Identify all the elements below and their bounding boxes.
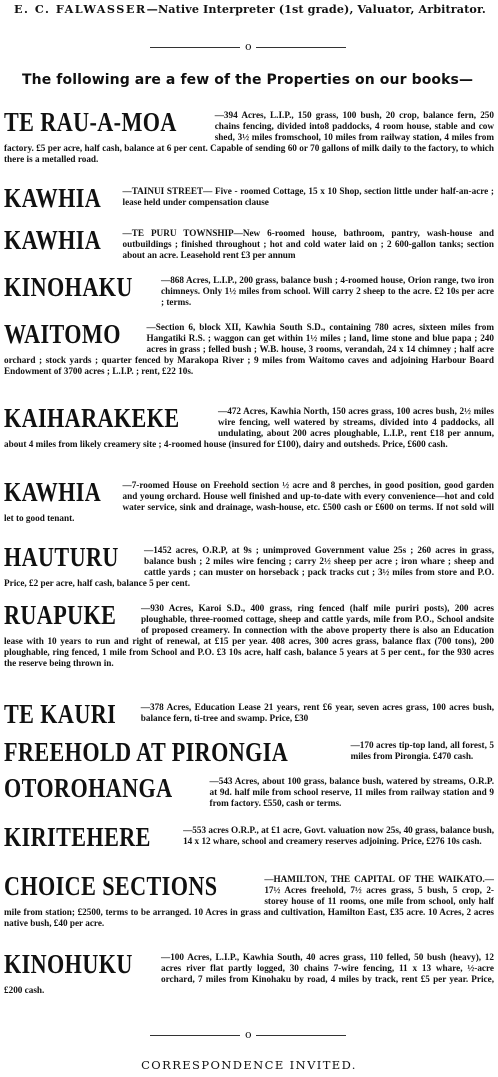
listing-title: KAWHIA [4,225,102,255]
header-description: —Native Interpreter (1st grade), Valuator, Arbitrator. [146,2,486,16]
listing-entry [4,542,494,589]
listing-title: KAIHARAKEKE [4,403,180,433]
listing-title: KIRITEHERE [4,822,151,852]
intro-heading: The following are a few of the Properties on our books— [22,72,474,88]
listing-title: KAWHIA [4,477,102,507]
divider-mark: o [245,1028,252,1041]
listing-title: FREEHOLD AT PIRONGIA [4,737,289,767]
listing-entry [4,949,494,996]
listing-title: CHOICE SECTIONS [4,871,218,901]
listing-text: —7-roomed House on Freehold section ½ acre and 8 perches, in good position, good garden and young orchard. House well finished and up-to-date with every convenience—hot and cold water service, sink and drainage, wash-house, etc. £500 cash or £600 on terms. If not sold will let to good tenant. [4,480,494,523]
listing-text: —394 Acres, L.I.P., 150 grass, 100 bush, 20 crop, balance fern, 250 chains fencing, divided into8 paddocks, 4 room house, stable and cow shed, 3½ miles fromschool, 10 miles from railway station, 4 miles from factory. £5 per acre, half cash, balance at 6 per cent. Capable of sending 60 or 70 gallons of milk daily to the factory, to which there is a metalled road. [4,110,494,164]
listing-entry [4,737,494,767]
divider-rule-right [256,1035,346,1036]
listing-title: TE KAURI [4,699,117,729]
listing-title: KAWHIA [4,183,102,213]
divider-rule-left [150,1035,240,1036]
listing-text: —170 acres tip-top land, all forest, 5 miles from Pirongia. £470 cash. [350,740,494,761]
listing-title: OTOROHANGA [4,773,173,803]
header-name: E. C. FALWASSER [14,2,147,16]
listing-text: —TE PURU TOWNSHIP—New 6-roomed house, bathroom, pantry, wash-house and outbuildings ; finished throughout ; hot and cold water laid on ; 2 600-gallon tanks; section about an acre. Leasehold rent £3 per annum [122,228,494,260]
listing-entry [4,699,494,729]
listing-text: —HAMILTON, THE CAPITAL OF THE WAIKATO.—17½ Acres freehold, 7½ acres grass, 5 bush, 5 crop, 2-storey house of 11 rooms, one mile from school, only half mile from station; £2500, terms to be arranged. 10 Acres in grass and cultivation, Hamilton East, £35 acre. 10 Acres, 2 acres native bush, £40 per acre. [4,874,494,928]
listing-title: RUAPUKE [4,600,117,630]
listing-text: —100 Acres, L.I.P., Kawhia South, 40 acres grass, 110 felled, 50 bush (heavy), 12 acres river flat partly logged, 30 chains 7-wire fencing, 11 x 13 whare, ½-acre orchard, 7 miles from Kinohaku by road, 4 miles by track, rent £5 per year. Price, £200 cash. [4,952,494,995]
listing-text: —TAINUI STREET— Five - roomed Cottage, 15 x 10 Shop, section little under half-an-acre ; lease held under compensation clause [122,186,494,207]
listing-title: HAUTURU [4,542,119,572]
listing-entry [4,477,494,524]
listing-entry [4,107,494,165]
listing-text: —472 Acres, Kawhia North, 150 acres grass, 100 acres bush, 2½ miles wire fencing, well watered by streams, divided into 4 paddocks, all undulating, about 200 acres ploughable, L.I.P., rent £18 per annum, about 4 miles from likely creamery site ; 4-roomed house (insured for £100), dairy and outsheds. Price, £600 cash. [4,406,494,449]
listing-entry [4,272,494,308]
listing-entry [4,600,494,669]
listing-text: —378 Acres, Education Lease 21 years, rent £6 year, seven acres grass, 100 acres bush, balance fern, ti-tree and swamp. Price, £30 [140,702,494,723]
listing-title: WAITOMO [4,319,121,349]
listing-text: —Section 6, block XII, Kawhia South S.D., containing 780 acres, sixteen miles from Hangatiki R.S. ; waggon can get within 1½ miles ; land, lime stone and blue papa ; 240 acres in grass ; felled bush ; W.B. house, 3 rooms, verandah, 24 x 14 chimney ; half acre orchard ; stock yards ; quarter fenced by Marakopa River ; 9 miles from Waitomo caves and adjoining Harbour Board Endowment of 3700 acres ; L.I.P. ; rent, £22 10s. [4,322,494,376]
listing-title: TE RAU-A-MOA [4,107,177,137]
listing-text: —1452 acres, O.R.P, at 9s ; unimproved Government value 25s ; 260 acres in grass, balance bush ; 2 miles wire fencing ; carry 2½ sheep per acre ; iron whare ; sheep and cattle yards ; can muster on horseback ; pack tracks cut ; 3½ miles from store and P.O. Price, £2 per acre, half cash, balance 5 per cent. [4,545,494,588]
listing-text: —930 Acres, Karoi S.D., 400 grass, ring fenced (half mile puriri posts), 200 acres ploughable, three-roomed cottage, sheep and cattle yards, mile from P.O., School andsite of proposed creamery. In connection with the above property there is also an Education lease with 10 years to run and right of renewal, at £15 per year. 408 acres, 300 acres grass, balance flax (700 tons), 200 ploughable, ring fenced, 1 mile from School and P.O. £3 10s acre, half cash, balance 5 years at 5 per cent., for the 930 acres the reserve being thrown in. [4,603,494,668]
divider-mark: o [245,40,252,53]
listing-title: KINOHUKU [4,949,133,979]
listing-text: —868 Acres, L.I.P., 200 grass, balance bush ; 4-roomed house, Orion range, two iron chimneys. Only 1½ miles from school. Will carry 2 sheep to the acre. £2 10s per acre ; terms. [161,275,494,307]
listing-title: KINOHAKU [4,272,133,302]
listing-entry [4,403,494,450]
listing-entry [4,822,494,852]
header-line [14,2,492,16]
listing-entry [4,773,494,809]
divider-rule-left [150,47,240,48]
footer-text: CORRESPONDENCE INVITED. [141,1058,357,1072]
listing-entry [4,225,494,261]
listing-entry [4,871,494,929]
listing-text: —543 Acres, about 100 grass, balance bush, watered by streams, O.R.P. at 9d. half mile from school reserve, 11 miles from railway station and 9 from factory. £550, cash or terms. [209,776,494,808]
listing-entry [4,319,494,377]
listing-entry [4,183,494,213]
listing-text: —553 acres O.R.P., at £1 acre, Govt. valuation now 25s, 40 grass, balance bush, 14 x 12 whare, school and creamery reserves adjoining. Price, £276 10s cash. [183,825,494,846]
divider-rule-right [256,47,346,48]
